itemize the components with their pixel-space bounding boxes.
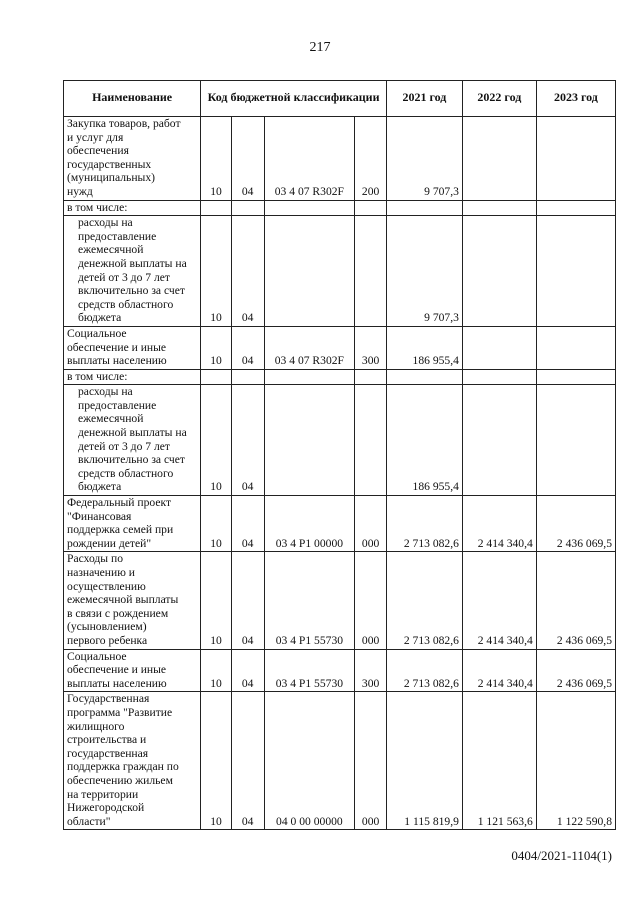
cell-2022: 2 414 340,4 [462, 649, 536, 692]
cell-2022 [462, 369, 536, 385]
cell-target-article [264, 385, 355, 496]
table-header-row [64, 81, 616, 117]
cell-target-article: 03 4 P1 55730 [264, 649, 355, 692]
table-row [64, 496, 616, 552]
cell-section: 10 [201, 496, 232, 552]
cell-expense-type: 300 [355, 649, 387, 692]
cell-2023 [536, 216, 615, 327]
cell-2022 [462, 216, 536, 327]
cell-expense-type: 300 [355, 326, 387, 369]
header-2023: 2023 год [536, 81, 615, 117]
cell-2021 [386, 200, 462, 216]
cell-2021 [386, 369, 462, 385]
cell-2023 [536, 117, 615, 201]
header-2021: 2021 год [386, 81, 462, 117]
table-body [64, 117, 616, 830]
cell-subsection [231, 369, 264, 385]
cell-target-article [264, 369, 355, 385]
cell-subsection: 04 [231, 496, 264, 552]
cell-section [201, 369, 232, 385]
table-row [64, 200, 616, 216]
cell-expense-type [355, 385, 387, 496]
cell-name: в том числе: [64, 200, 201, 216]
cell-target-article [264, 216, 355, 327]
cell-section [201, 200, 232, 216]
table-row [64, 552, 616, 649]
cell-2021: 1 115 819,9 [386, 692, 462, 830]
cell-2021: 2 713 082,6 [386, 649, 462, 692]
cell-subsection: 04 [231, 326, 264, 369]
cell-name: в том числе: [64, 369, 201, 385]
cell-name: Расходы по назначению и осуществлению ежемесячной выплаты в связи с рождением (усыновлением) первого ребенка [64, 552, 201, 649]
table-row [64, 385, 616, 496]
cell-2023: 2 436 069,5 [536, 649, 615, 692]
cell-section: 10 [201, 117, 232, 201]
cell-name: Закупка товаров, работ и услуг для обеспечения государственных (муниципальных) нужд [64, 117, 201, 201]
cell-expense-type: 200 [355, 117, 387, 201]
cell-2022 [462, 117, 536, 201]
cell-section: 10 [201, 326, 232, 369]
cell-target-article [264, 200, 355, 216]
cell-section: 10 [201, 692, 232, 830]
cell-expense-type: 000 [355, 692, 387, 830]
cell-target-article: 04 0 00 00000 [264, 692, 355, 830]
budget-table [63, 80, 616, 830]
cell-2023: 2 436 069,5 [536, 552, 615, 649]
cell-name: Федеральный проект "Финансовая поддержка семей при рождении детей" [64, 496, 201, 552]
cell-target-article: 03 4 P1 55730 [264, 552, 355, 649]
cell-2023 [536, 369, 615, 385]
header-code: Код бюджетной классификации [201, 81, 387, 117]
cell-2022 [462, 385, 536, 496]
cell-2023: 1 122 590,8 [536, 692, 615, 830]
cell-subsection: 04 [231, 117, 264, 201]
cell-name: Социальное обеспечение и иные выплаты населению [64, 326, 201, 369]
cell-subsection: 04 [231, 692, 264, 830]
cell-subsection: 04 [231, 216, 264, 327]
table-row [64, 326, 616, 369]
cell-2022: 2 414 340,4 [462, 496, 536, 552]
cell-target-article: 03 4 07 R302F [264, 117, 355, 201]
cell-2023 [536, 326, 615, 369]
cell-2022: 2 414 340,4 [462, 552, 536, 649]
cell-section: 10 [201, 552, 232, 649]
table-row [64, 216, 616, 327]
cell-section: 10 [201, 216, 232, 327]
cell-2021: 2 713 082,6 [386, 496, 462, 552]
table-row [64, 117, 616, 201]
cell-2022 [462, 200, 536, 216]
cell-subsection [231, 200, 264, 216]
header-2022: 2022 год [462, 81, 536, 117]
cell-2023 [536, 385, 615, 496]
cell-2023: 2 436 069,5 [536, 496, 615, 552]
document-code: 0404/2021-1104(1) [511, 848, 612, 863]
table-row [64, 369, 616, 385]
cell-subsection: 04 [231, 385, 264, 496]
cell-2021: 186 955,4 [386, 385, 462, 496]
table-row [64, 692, 616, 830]
cell-target-article: 03 4 P1 00000 [264, 496, 355, 552]
header-name: Наименование [64, 81, 201, 117]
cell-section: 10 [201, 385, 232, 496]
cell-target-article: 03 4 07 R302F [264, 326, 355, 369]
cell-name: расходы на предоставление ежемесячной денежной выплаты на детей от 3 до 7 лет включительно за счет средств областного бюджета [64, 216, 201, 327]
cell-name: Государственная программа "Развитие жилищного строительства и государственная поддержка граждан по обеспечению жильем на территории Нижегородской области" [64, 692, 201, 830]
cell-2021: 9 707,3 [386, 117, 462, 201]
cell-2022 [462, 326, 536, 369]
cell-expense-type [355, 216, 387, 327]
page-number: 217 [309, 40, 331, 55]
cell-expense-type [355, 200, 387, 216]
cell-expense-type: 000 [355, 496, 387, 552]
cell-2023 [536, 200, 615, 216]
cell-2021: 9 707,3 [386, 216, 462, 327]
cell-expense-type: 000 [355, 552, 387, 649]
cell-2022: 1 121 563,6 [462, 692, 536, 830]
cell-2021: 186 955,4 [386, 326, 462, 369]
cell-2021: 2 713 082,6 [386, 552, 462, 649]
cell-section: 10 [201, 649, 232, 692]
cell-name: расходы на предоставление ежемесячной денежной выплаты на детей от 3 до 7 лет включительно за счет средств областного бюджета [64, 385, 201, 496]
cell-subsection: 04 [231, 552, 264, 649]
cell-subsection: 04 [231, 649, 264, 692]
table-row [64, 649, 616, 692]
cell-name: Социальное обеспечение и иные выплаты населению [64, 649, 201, 692]
cell-expense-type [355, 369, 387, 385]
